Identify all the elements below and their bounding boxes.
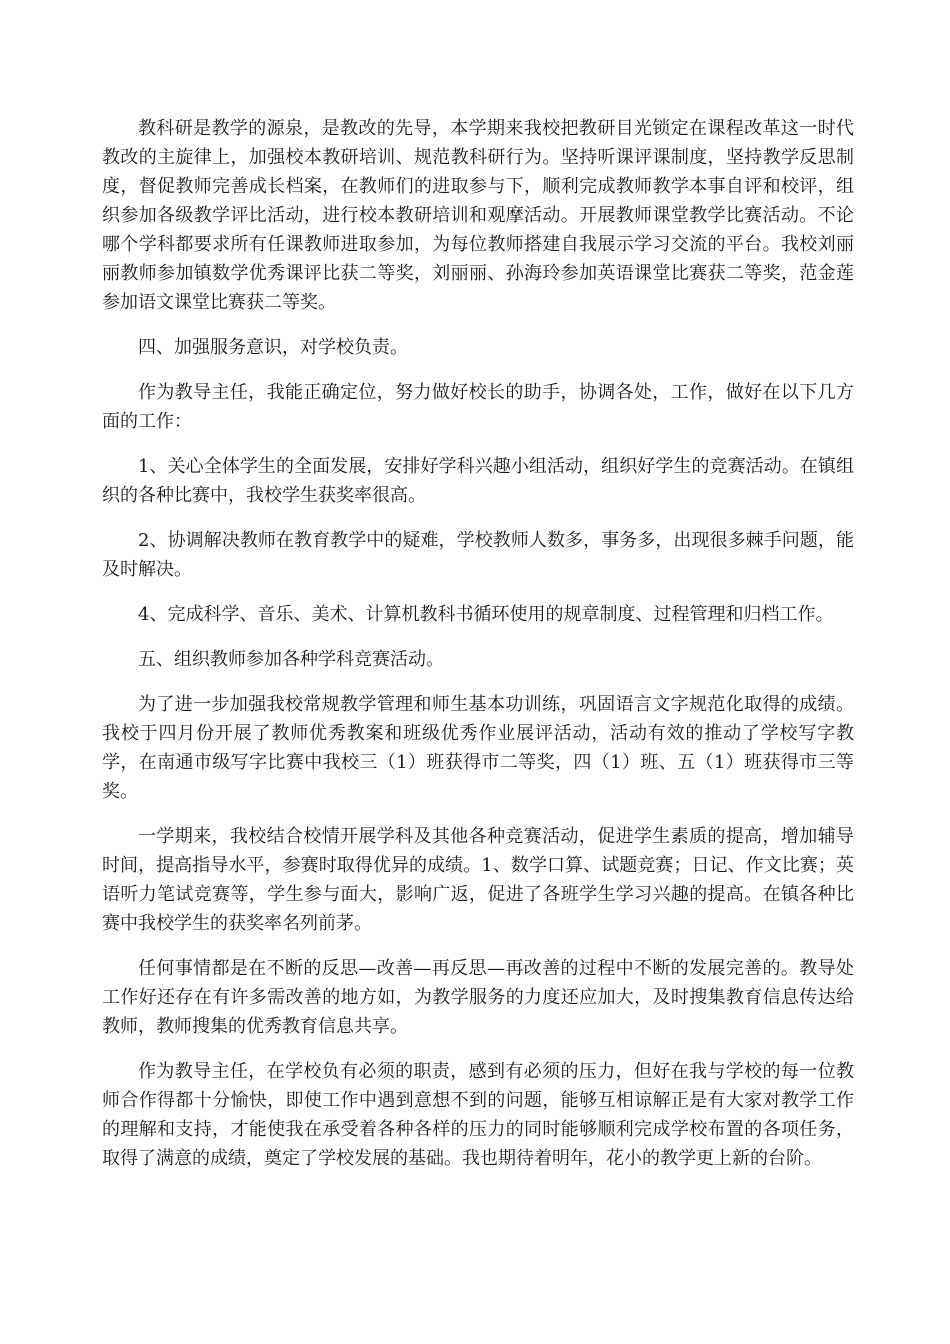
paragraph-reflection: 任何事情都是在不断的反思—改善—再反思—再改善的过程中不断的发展完善的。教导处工作好还存在有许多需改善的地方如，为教学服务的力度还应加大，及时搜集教育信息传达给教师，教师搜集的优秀教育信息共享。 <box>102 958 854 1037</box>
paragraph-semester-competitions: 一学期来，我校结合校情开展学科及其他各种竞赛活动，促进学生素质的提高，增加辅导时间，提高指导水平，参赛时取得优异的成绩。1、数学口算、试题竞赛；日记、作文比赛；英语听力笔试竞赛等，学生参与面大，影响广返，促进了各班学生学习兴趣的提高。在镇各种比赛中我校学生的获奖率名列前茅。 <box>102 826 854 934</box>
paragraph-teaching-research: 教科研是教学的源泉，是教改的先导，本学期来我校把教研目光锁定在课程改革这一时代教改的主旋律上，加强校本教研培训、规范教科研行为。坚持听课评课制度，坚持教学反思制度，督促教师完善成长档案，在教师们的进取参与下，顺利完成教师教学本事自评和校评，组织参加各级教学评比活动，进行校本教研培训和观摩活动。开展教师课堂教学比赛活动。不论哪个学科都要求所有任课教师进取参加，为每位教师搭建自我展示学习交流的平台。我校刘丽丽教师参加镇数学优秀课评比获二等奖，刘丽丽、孙海玲参加英语课堂比赛获二等奖，范金莲参加语文课堂比赛获二等奖。 <box>102 118 854 313</box>
paragraph-role-intro: 作为教导主任，我能正确定位，努力做好校长的助手，协调各处，工作，做好在以下几方面的工作： <box>102 382 854 432</box>
paragraph-writing-contest: 为了进一步加强我校常规教学管理和师生基本功训练，巩固语言文字规范化取得的成绩。我校于四月份开展了教师优秀教案和班级优秀作业展评活动，活动有效的推动了学校写字教学，在南通市级写字比赛中我校三（1）班获得市二等奖，四（1）班、五（1）班获得市三等奖。 <box>102 694 854 802</box>
section-heading-competitions: 五、组织教师参加各种学科竞赛活动。 <box>138 649 444 670</box>
list-item-2: 2、协调解决教师在教育教学中的疑难，学校教师人数多，事务多，出现很多棘手问题，能及时解决。 <box>102 530 854 580</box>
paragraph-conclusion: 作为教导主任，在学校负有必须的职责，感到有必须的压力，但好在我与学校的每一位教师合作得都十分愉快，即使工作中遇到意想不到的问题，能够互相谅解正是有大家对教学工作的理解和支持，才能使我在承受着各种各样的压力的同时能够顺利完成学校布置的各项任务，取得了满意的成绩，奠定了学校发展的基础。我也期待着明年，花小的教学更上新的台阶。 <box>102 1061 854 1169</box>
list-item-1: 1、关心全体学生的全面发展，安排好学科兴趣小组活动，组织好学生的竞赛活动。在镇组织的各种比赛中，我校学生获奖率很高。 <box>102 456 854 506</box>
list-item-4: 4、完成科学、音乐、美术、计算机教科书循环使用的规章制度、过程管理和归档工作。 <box>138 604 834 625</box>
section-heading-service: 四、加强服务意识，对学校负责。 <box>138 337 408 358</box>
document-body <box>102 114 854 1189</box>
